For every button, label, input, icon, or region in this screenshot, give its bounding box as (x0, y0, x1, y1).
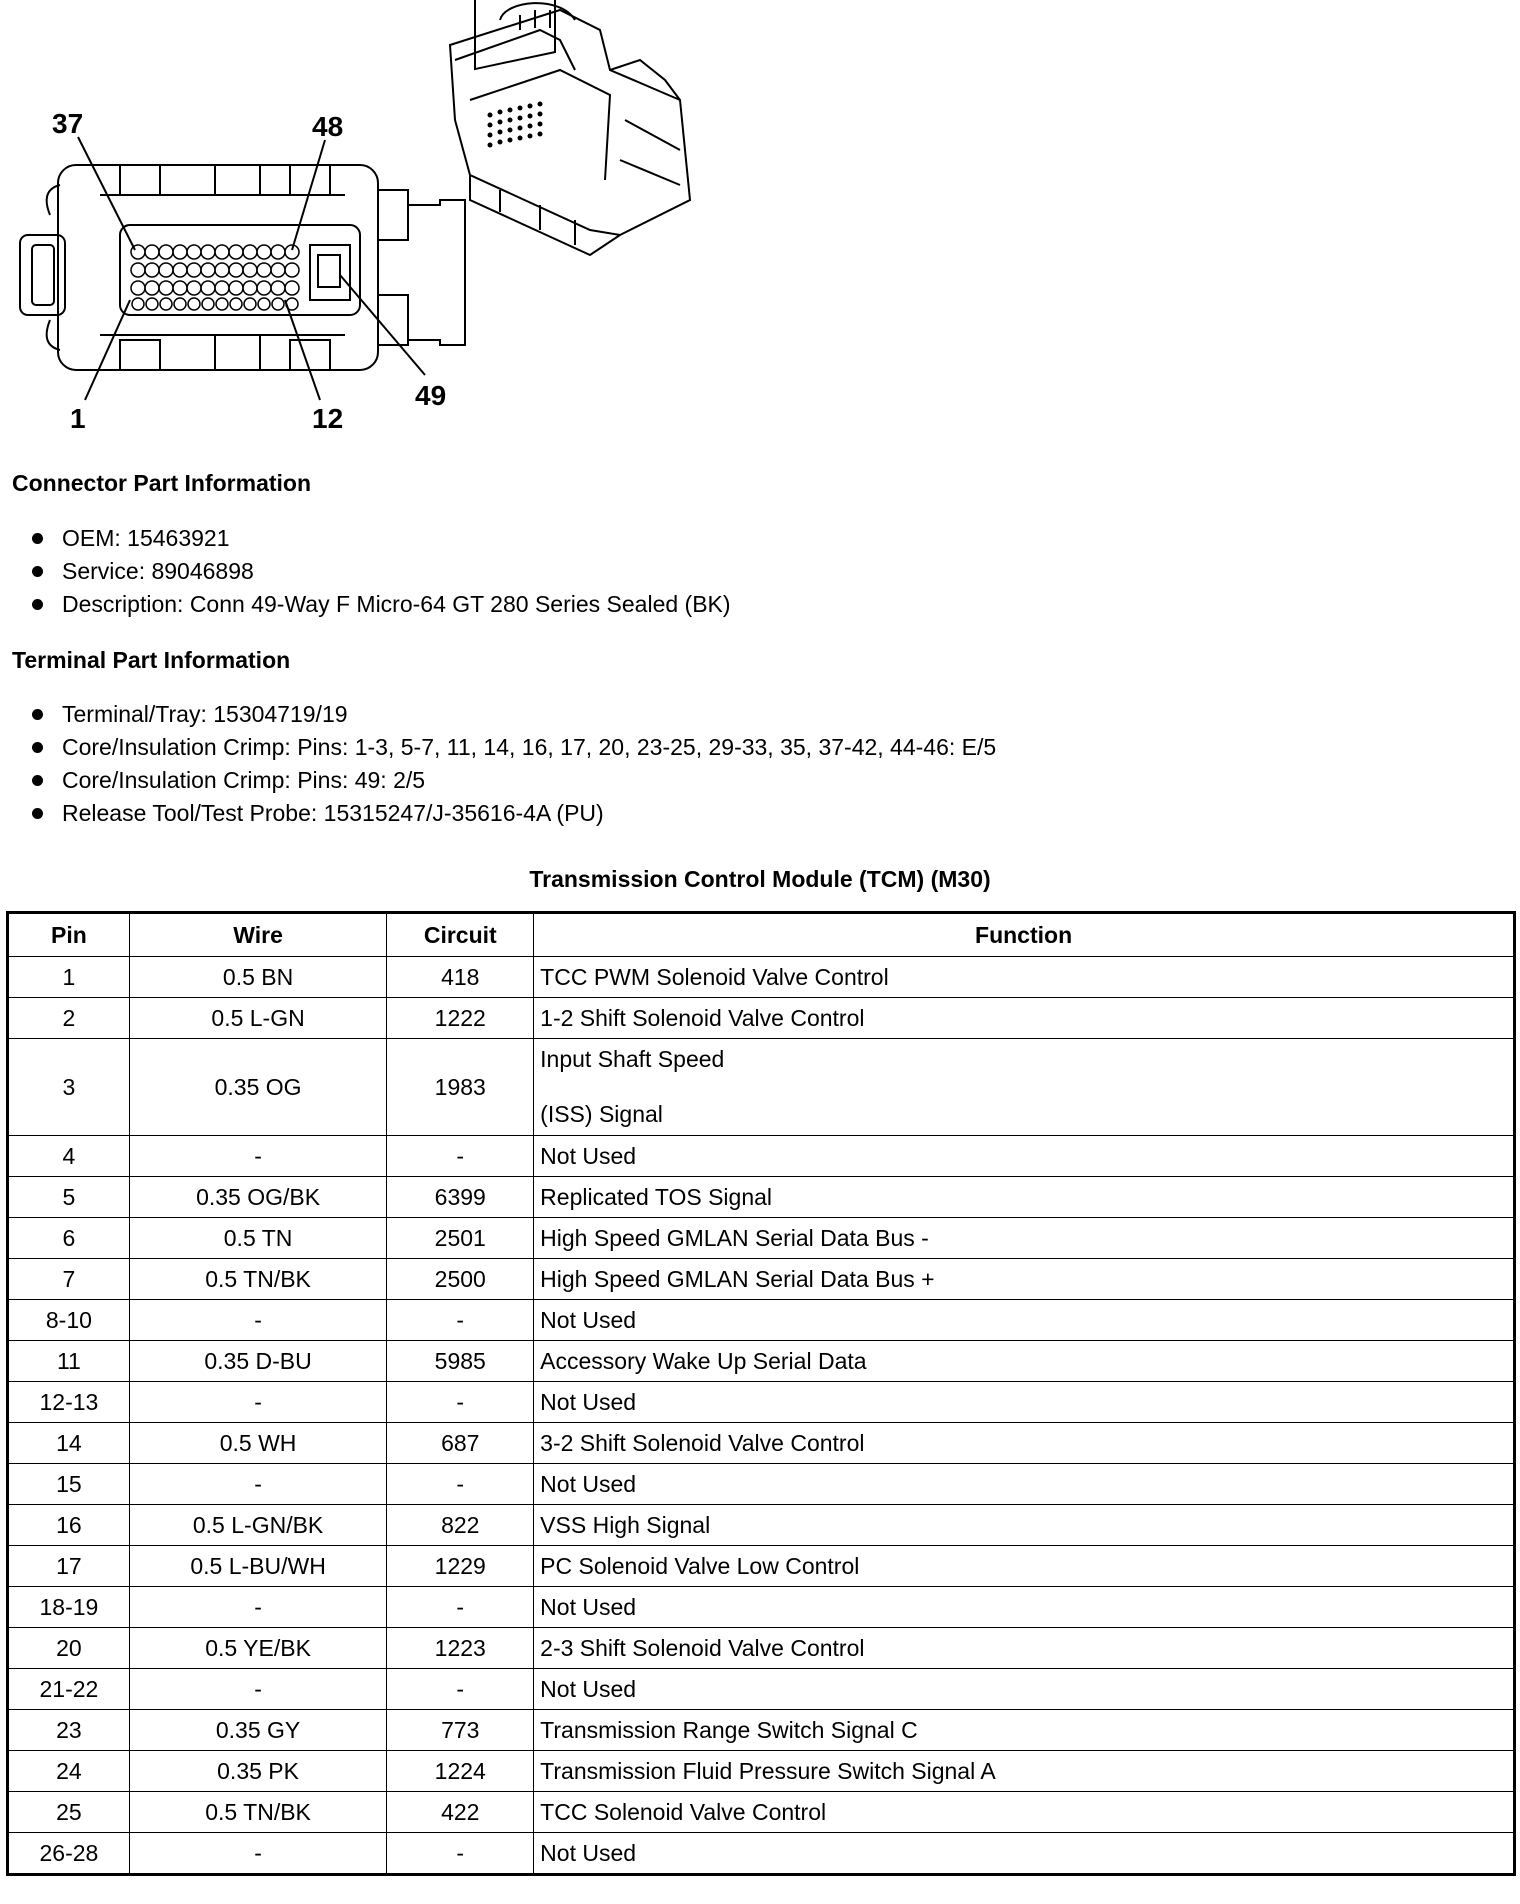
cell-wire: 0.35 PK (129, 1751, 387, 1792)
cell-function: Replicated TOS Signal (534, 1177, 1515, 1218)
cell-circuit: 2500 (387, 1259, 534, 1300)
cell-pin: 15 (8, 1464, 130, 1505)
cell-function: Accessory Wake Up Serial Data (534, 1341, 1515, 1382)
cell-function: High Speed GMLAN Serial Data Bus - (534, 1218, 1515, 1259)
cell-circuit: 1222 (387, 998, 534, 1039)
cell-circuit: - (387, 1382, 534, 1423)
pin-49-cavity (310, 245, 350, 300)
connector-info-heading: Connector Part Information (12, 470, 312, 496)
cell-wire: 0.5 TN/BK (129, 1792, 387, 1833)
table-row (8, 1710, 1515, 1751)
cell-function: Not Used (534, 1464, 1515, 1505)
cell-function: TCC Solenoid Valve Control (534, 1792, 1515, 1833)
table-row (8, 1341, 1515, 1382)
cell-pin: 6 (8, 1218, 130, 1259)
header-circuit: Circuit (387, 913, 534, 957)
cell-circuit: - (387, 1300, 534, 1341)
cell-function: VSS High Signal (534, 1505, 1515, 1546)
cell-wire: 0.5 BN (129, 957, 387, 998)
table-row (8, 1300, 1515, 1341)
cell-wire: 0.5 YE/BK (129, 1628, 387, 1669)
cell-circuit: 2501 (387, 1218, 534, 1259)
cell-pin: 2 (8, 998, 130, 1039)
cell-wire: 0.35 OG/BK (129, 1177, 387, 1218)
cell-function: TCC PWM Solenoid Valve Control (534, 957, 1515, 998)
cell-wire: - (129, 1136, 387, 1177)
cell-pin: 17 (8, 1546, 130, 1587)
cell-wire: 0.5 L-GN/BK (129, 1505, 387, 1546)
cell-function: 3-2 Shift Solenoid Valve Control (534, 1423, 1515, 1464)
table-header-row (8, 913, 1515, 957)
cell-pin: 21-22 (8, 1669, 130, 1710)
cell-function (534, 1039, 1515, 1136)
cell-wire: 0.5 TN/BK (129, 1259, 387, 1300)
cell-wire: - (129, 1833, 387, 1875)
table-row (8, 1464, 1515, 1505)
cell-pin: 23 (8, 1710, 130, 1751)
cell-wire: 0.35 D-BU (129, 1341, 387, 1382)
cell-wire: 0.35 OG (129, 1039, 387, 1136)
cell-wire: - (129, 1464, 387, 1505)
cell-pin: 16 (8, 1505, 130, 1546)
cell-function: Not Used (534, 1669, 1515, 1710)
table-row (8, 1218, 1515, 1259)
terminal-crimp-item: Core/Insulation Crimp: Pins: 1-3, 5-7, 11, 14, 16, 17, 20, 23-25, 29-33, 35, 37-42, 44-46: E/5 (30, 731, 996, 764)
cell-circuit: 418 (387, 957, 534, 998)
cell-wire: - (129, 1382, 387, 1423)
cell-wire: - (129, 1300, 387, 1341)
cell-wire: - (129, 1669, 387, 1710)
terminal-info-list (30, 698, 996, 830)
header-wire: Wire (129, 913, 387, 957)
cell-pin: 25 (8, 1792, 130, 1833)
connector-face-drawing (0, 0, 720, 440)
cell-wire: 0.5 L-BU/WH (129, 1546, 387, 1587)
cell-pin: 18-19 (8, 1587, 130, 1628)
table-row (8, 1136, 1515, 1177)
cell-pin: 1 (8, 957, 130, 998)
table-row (8, 1792, 1515, 1833)
cell-function: 1-2 Shift Solenoid Valve Control (534, 998, 1515, 1039)
table-row (8, 1833, 1515, 1875)
function-line-1: Input Shaft Speed (540, 1046, 725, 1072)
function-line-2: (ISS) Signal (540, 1101, 663, 1127)
table-title: Transmission Control Module (TCM) (M30) (529, 866, 991, 892)
header-pin: Pin (8, 913, 130, 957)
table-row (8, 1177, 1515, 1218)
cell-function: Not Used (534, 1300, 1515, 1341)
table-row (8, 1587, 1515, 1628)
table-row (8, 1669, 1515, 1710)
cell-wire: 0.5 TN (129, 1218, 387, 1259)
cell-pin: 8-10 (8, 1300, 130, 1341)
cell-function: Not Used (534, 1587, 1515, 1628)
table-row (8, 1751, 1515, 1792)
table-row (8, 998, 1515, 1039)
cell-pin: 7 (8, 1259, 130, 1300)
cell-circuit: 687 (387, 1423, 534, 1464)
cell-pin: 26-28 (8, 1833, 130, 1875)
connector-info-list (30, 522, 731, 621)
cell-circuit: - (387, 1669, 534, 1710)
cell-circuit: 6399 (387, 1177, 534, 1218)
table-row (8, 1628, 1515, 1669)
cell-circuit: 1229 (387, 1546, 534, 1587)
cell-circuit: 773 (387, 1710, 534, 1751)
cell-circuit: - (387, 1587, 534, 1628)
table-row (8, 1039, 1515, 1136)
cell-circuit: 1983 (387, 1039, 534, 1136)
cell-wire: 0.35 GY (129, 1710, 387, 1751)
cell-circuit: 1223 (387, 1628, 534, 1669)
terminal-info-heading: Terminal Part Information (12, 647, 291, 673)
pin-cavity-window (120, 225, 360, 315)
table-row (8, 1505, 1515, 1546)
cell-circuit: 5985 (387, 1341, 534, 1382)
cell-pin: 24 (8, 1751, 130, 1792)
cell-function: Transmission Fluid Pressure Switch Signal A (534, 1751, 1515, 1792)
table-row (8, 1546, 1515, 1587)
cell-wire: - (129, 1587, 387, 1628)
header-function: Function (534, 913, 1515, 957)
cell-function: High Speed GMLAN Serial Data Bus + (534, 1259, 1515, 1300)
cell-pin: 11 (8, 1341, 130, 1382)
cell-circuit: 822 (387, 1505, 534, 1546)
cell-pin: 12-13 (8, 1382, 130, 1423)
pinout-table (6, 911, 1516, 1876)
cell-pin: 20 (8, 1628, 130, 1669)
iso-pin-grid (488, 102, 543, 148)
terminal-crimp-49-item: Core/Insulation Crimp: Pins: 49: 2/5 (30, 764, 996, 797)
cell-circuit: 422 (387, 1792, 534, 1833)
terminal-release-tool-item: Release Tool/Test Probe: 15315247/J-35616-4A (PU) (30, 797, 996, 830)
cell-pin: 14 (8, 1423, 130, 1464)
connector-diagram (0, 0, 720, 440)
callout-pin-1: 1 (70, 403, 86, 434)
callout-pin-12: 12 (312, 403, 344, 434)
terminal-tray-item: Terminal/Tray: 15304719/19 (30, 698, 996, 731)
table-row (8, 1423, 1515, 1464)
cell-pin: 4 (8, 1136, 130, 1177)
cell-function: PC Solenoid Valve Low Control (534, 1546, 1515, 1587)
callout-pin-37: 37 (52, 108, 84, 139)
cell-circuit: - (387, 1464, 534, 1505)
connector-service-item: Service: 89046898 (30, 555, 731, 588)
connector-iso-view (450, 0, 690, 255)
cell-wire: 0.5 L-GN (129, 998, 387, 1039)
cell-function: Not Used (534, 1833, 1515, 1875)
cell-function: Not Used (534, 1136, 1515, 1177)
cell-function: 2-3 Shift Solenoid Valve Control (534, 1628, 1515, 1669)
cell-circuit: - (387, 1136, 534, 1177)
cell-wire: 0.5 WH (129, 1423, 387, 1464)
cell-function: Not Used (534, 1382, 1515, 1423)
cell-circuit: 1224 (387, 1751, 534, 1792)
cell-circuit: - (387, 1833, 534, 1875)
cell-pin: 3 (8, 1039, 130, 1136)
callout-pin-48: 48 (312, 111, 344, 142)
callout-pin-49: 49 (415, 380, 447, 411)
table-row (8, 1259, 1515, 1300)
pin-cavities (131, 245, 299, 310)
connector-description-item: Description: Conn 49-Way F Micro-64 GT 280 Series Sealed (BK) (30, 588, 731, 621)
callout-leaders (78, 137, 425, 400)
cell-function: Transmission Range Switch Signal C (534, 1710, 1515, 1751)
table-row (8, 1382, 1515, 1423)
cell-pin: 5 (8, 1177, 130, 1218)
connector-oem-item: OEM: 15463921 (30, 522, 731, 555)
table-row (8, 957, 1515, 998)
